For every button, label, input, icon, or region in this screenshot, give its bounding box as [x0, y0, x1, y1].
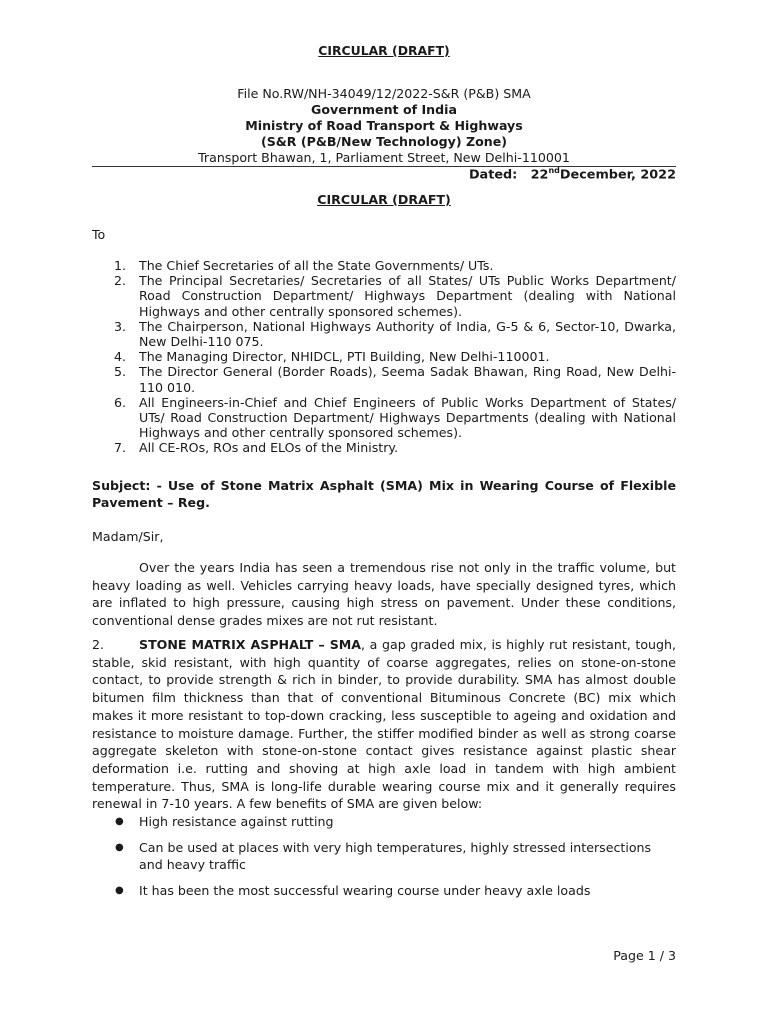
document-page [92, 0, 676, 1024]
paragraph-1: Over the years India has seen a tremendous rise not only in the traffic volume, but heavy loading as well. Vehicles carrying heavy loads, have specially designed tyres, which are inflated to high pressure, causing high stress on pavement. Under these conditions, conventional dense grades mixes are not rut resistant. [92, 560, 676, 629]
item-text: The Principal Secretaries/ Secretaries of all States/ UTs Public Works Department/ Road Construction Department/ Highways Department (dealing with National Highways and other centrally sponsored schemes). [139, 273, 676, 319]
paragraph-2 [92, 636, 676, 813]
bullet-icon: ● [115, 885, 124, 896]
government-name: Government of India [311, 102, 457, 117]
circular-title: CIRCULAR (DRAFT) [317, 192, 451, 207]
dated-month-year: December, 2022 [559, 167, 676, 183]
dated-label: Dated: [468, 167, 518, 183]
to-label: To [92, 227, 106, 242]
dated-suffix: nd [548, 166, 560, 175]
page-number: Page 1 / 3 [613, 948, 676, 963]
list-item [92, 349, 676, 364]
list-item [92, 440, 676, 455]
item-text: The Chairperson, National Highways Authority of India, G-5 & 6, Sector-10, Dwarka, New Delhi-110 075. [139, 318, 676, 350]
item-number: 7. [114, 440, 127, 456]
list-item [92, 395, 676, 441]
list-item [92, 839, 676, 873]
bullet-text: Can be used at places with very high temperatures, highly stressed intersections and heavy traffic [139, 840, 652, 872]
recipient-list [92, 258, 676, 456]
ministry-name: Ministry of Road Transport & Highways [245, 118, 523, 133]
list-item [92, 273, 676, 319]
letterhead [92, 86, 676, 166]
list-item [92, 319, 676, 349]
salutation: Madam/Sir, [92, 529, 164, 544]
item-number: 5. [114, 364, 127, 380]
list-item [92, 258, 676, 273]
bullet-text: It has been the most successful wearing course under heavy axle loads [139, 883, 591, 898]
item-number: 1. [114, 258, 127, 273]
item-text: All CE-ROs, ROs and ELOs of the Ministry. [139, 440, 399, 456]
date-line [469, 166, 676, 182]
sma-heading: STONE MATRIX ASPHALT – SMA [139, 637, 362, 652]
zone-name: (S&R (P&B/New Technology) Zone) [260, 134, 508, 149]
bullet-icon: ● [115, 816, 124, 827]
benefits-list [92, 813, 676, 908]
item-number: 6. [114, 394, 127, 410]
bullet-icon: ● [115, 842, 124, 853]
dated-day: 22 [530, 167, 549, 183]
circular-top-title: CIRCULAR (DRAFT) [318, 43, 450, 58]
item-number: 2. [114, 273, 127, 289]
list-item [92, 882, 676, 899]
item-number: 4. [114, 349, 127, 365]
list-item [92, 364, 676, 394]
paragraph-number: 2. [92, 637, 105, 652]
list-item [92, 813, 676, 830]
subject-line: Subject: - Use of Stone Matrix Asphalt (SMA) Mix in Wearing Course of Flexible Pavement – Reg. [92, 478, 676, 510]
bullet-text: High resistance against rutting [139, 814, 334, 829]
item-text: The Managing Director, NHIDCL, PTI Building, New Delhi-110001. [139, 349, 550, 365]
office-address: Transport Bhawan, 1, Parliament Street, New Delhi-110001 [198, 150, 570, 165]
item-text: All Engineers-in-Chief and Chief Engineers of Public Works Department of States/ UTs/ Road Construction Department/ Highways Departments (dealing with National Highways and other centrally sponsored schemes). [139, 394, 676, 441]
file-number: File No.RW/NH-34049/12/2022-S&R (P&B) SMA [237, 86, 531, 101]
item-text: The Director General (Border Roads), Seema Sadak Bhawan, Ring Road, New Delhi-110 010. [139, 364, 676, 395]
item-number: 3. [114, 318, 127, 334]
paragraph-2-text: , a gap graded mix, is highly rut resistant, tough, stable, skid resistant, with high quantity of coarse aggregates, relies on stone-on-stone contact, to provide strength & rich in binder, to provide durability. SMA has almost double bitumen film thickness than that of conventional Bituminous Concrete (BC) mix which makes it more resistant to top-down cracking, less susceptible to ageing and oxidation and resistance to moisture damage. Further, the stiffer modified binder as well as strong coarse aggregate skeleton with stone-on-stone contact gives resistance against plastic shear deformation i.e. rutting and shoving at high axle load in tandem with high ambient temperature. Thus, SMA is long-life durable wearing course mix and it generally requires renewal in 7-10 years. A few benefits of SMA are given below: [92, 637, 676, 812]
item-text: The Chief Secretaries of all the State Governments/ UTs. [139, 258, 494, 273]
